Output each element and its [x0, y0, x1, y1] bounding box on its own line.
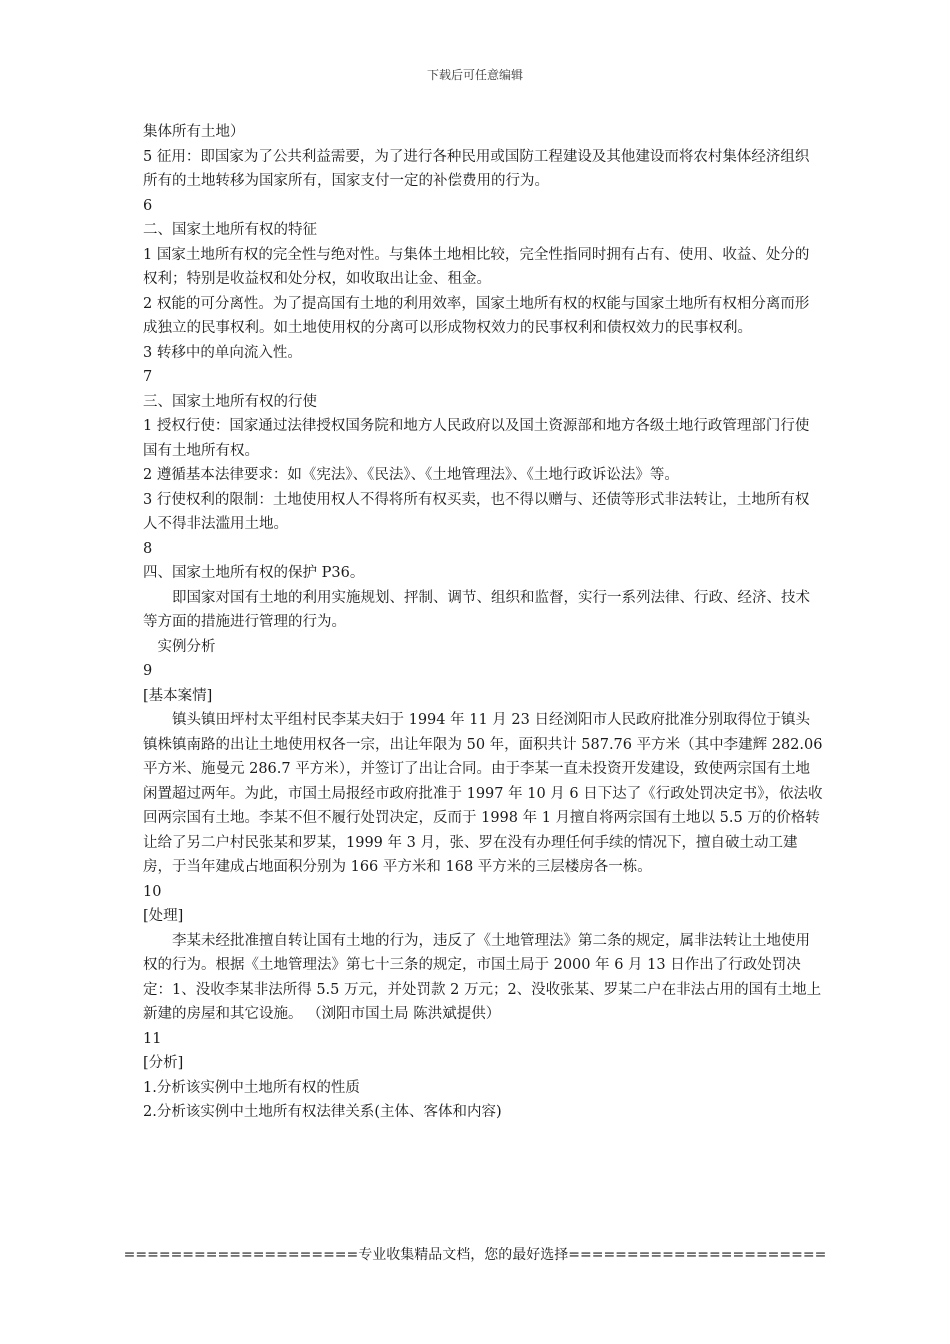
list-item: 1.分析该实例中土地所有权的性质	[143, 1079, 360, 1096]
paragraph: 集体所有土地）	[143, 124, 245, 140]
document-body	[143, 120, 823, 1125]
paragraph: 1 授权行使：国家通过法律授权国务院和地方人民政府以及国土资源部和地方各级土地行政管理部门行使国有土地所有权。	[143, 418, 810, 459]
page-footer: ====================专业收集精品文档，您的最好选择======================	[123, 1247, 827, 1263]
section-heading: 二、国家土地所有权的特征	[143, 222, 317, 238]
section-heading: 四、国家土地所有权的保护 P36。	[143, 565, 365, 581]
list-item: 2.分析该实例中土地所有权法律关系(主体、客体和内容)	[143, 1104, 502, 1120]
slide-number: 9	[143, 663, 153, 679]
case-label: [处理]	[143, 908, 184, 924]
paragraph: 即国家对国有土地的利用实施规划、抨制、调节、组织和监督，实行一系列法律、行政、经济、技术等方面的措施进行管理的行为。	[143, 589, 810, 630]
page-header: 下载后可任意编辑	[426, 68, 523, 82]
paragraph: 1 国家土地所有权的完全性与绝对性。与集体土地相比较，完全性指同时拥有占有、使用、收益、处分的权利；特别是收益权和处分权，如收取出让金、租金。	[143, 246, 810, 287]
paragraph: 镇头镇田坪村太平组村民李某夫妇于 1994 年 11 月 23 日经浏阳市人民政府批准分别取得位于镇头镇株镇南路的出让土地使用权各一宗，出让年限为 50 年，面积共计 587.76 平方米（其中李建辉 282.06 平方米、施曼元 286.7 平方米），并签订了出让合同。由于李某一直未投资开发建设，致使两宗国有土地闲置超过两年。为此，市国土局报经市政府批准于 1997 年 10 月 6 日下达了《行政处罚决定书》，依法收回两宗国有土地。李某不但不履行处罚决定，反而于 1998 年 1 月擅自将两宗国有土地以 5.5 万的价格转让给了另二户村民张某和罗某，1999 年 3 月，张、罗在没有办理任何手续的情况下，擅自破土动工建房，于当年建成占地面积分别为 166 平方米和 168 平方米的三层楼房各一栋。	[143, 712, 823, 875]
case-label: [基本案情]	[143, 687, 213, 704]
paragraph: 3 转移中的单向流入性。	[143, 344, 302, 361]
paragraph: 李某未经批准擅自转让国有土地的行为，违反了《土地管理法》第二条的规定，属非法转让土地使用权的行为。根据《土地管理法》第七十三条的规定，市国土局于 2000 年 6 月 13 日作出了行政处罚决定：1、没收李某非法所得 5.5 万元，并处罚款 2 万元；2、没收张某、罗某二户在非法占用的国有土地上新建的房屋和其它设施。 （浏阳市国土局 陈洪斌提供）	[143, 932, 822, 1022]
paragraph: 5 征用：即国家为了公共利益需要，为了进行各种民用或国防工程建设及其他建设而将农村集体经济组织所有的土地转移为国家所有，国家支付一定的补偿费用的行为。	[143, 148, 810, 189]
subheading: 实例分析	[157, 638, 216, 655]
slide-number: 11	[143, 1030, 162, 1047]
slide-number: 7	[143, 369, 153, 385]
slide-number: 10	[143, 883, 162, 900]
paragraph: 2 权能的可分离性。为了提高国有土地的利用效率，国家土地所有权的权能与国家土地所有权相分离而形成独立的民事权利。如土地使用权的分离可以形成物权效力的民事权利和债权效力的民事权利。	[143, 295, 810, 336]
slide-number: 8	[143, 540, 153, 557]
case-label: [分析]	[143, 1055, 184, 1071]
slide-number: 6	[143, 197, 153, 214]
paragraph: 2 遵循基本法律要求：如《宪法》、《民法》、《土地管理法》、《土地行政诉讼法》等。	[143, 467, 679, 483]
section-heading: 三、国家土地所有权的行使	[143, 393, 317, 410]
paragraph: 3 行使权利的限制：土地使用权人不得将所有权买卖，也不得以赠与、还债等形式非法转让，土地所有权人不得非法滥用土地。	[143, 491, 810, 532]
